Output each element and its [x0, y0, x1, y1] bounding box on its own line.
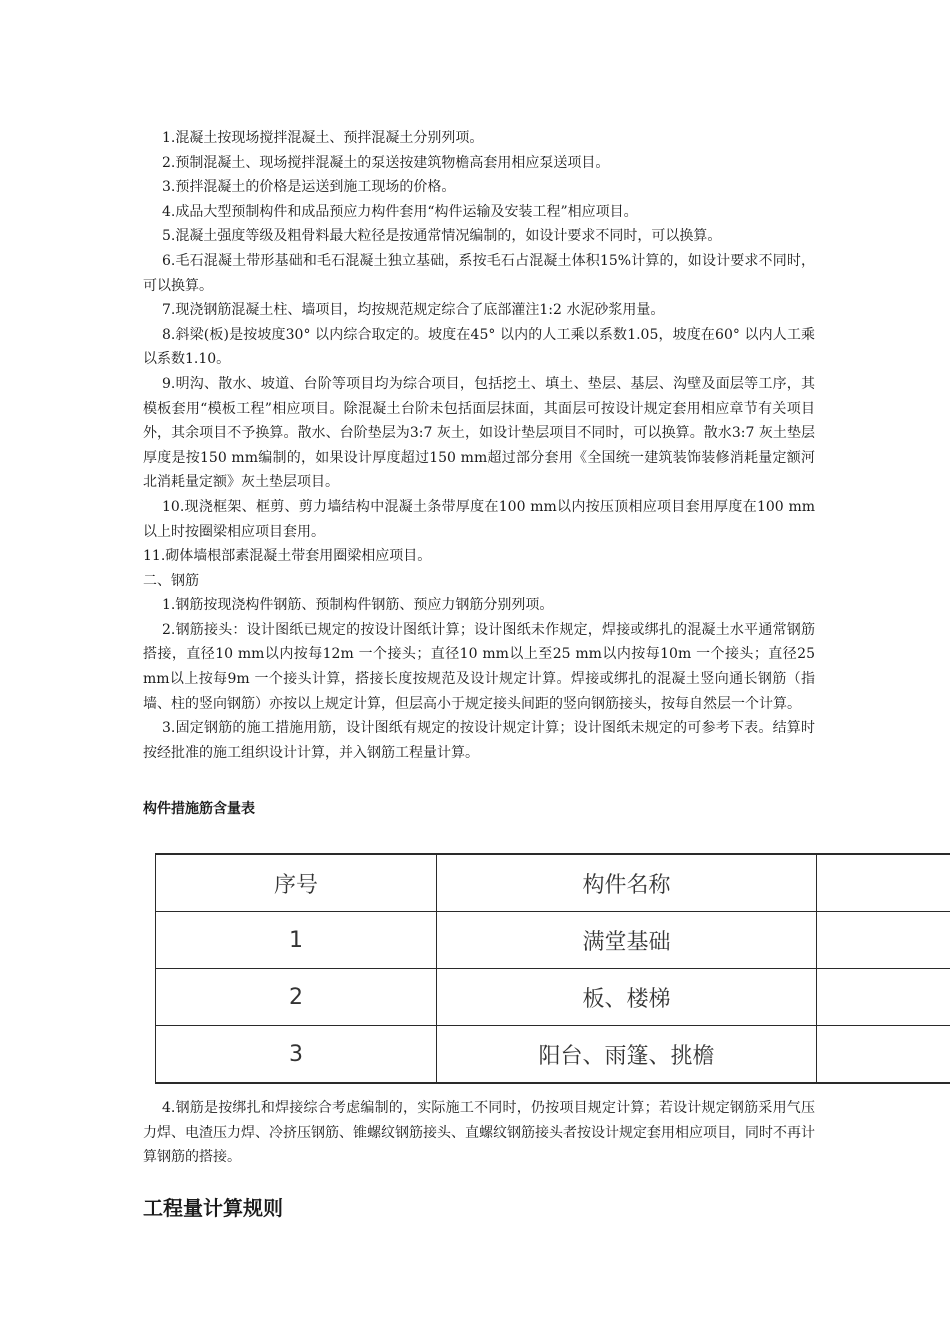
paragraph: 3.固定钢筋的施工措施用筋，设计图纸有规定的按设计规定计算；设计图纸未规定的可参考下表。结算时按经批准的施工组织设计计算，并入钢筋工程量计算。 [143, 720, 815, 761]
rebar-table [155, 853, 950, 1084]
paragraph: 6.毛石混凝土带形基础和毛石混凝土独立基础，系按毛石占混凝土体积15%计算的，如设计要求不同时，可以换算。 [143, 252, 815, 294]
table-header-row [156, 854, 950, 912]
paragraph: 2.预制混凝土、现场搅拌混凝土的泵送按建筑物檐高套用相应泵送项目。 [162, 154, 610, 171]
header-cell-index: 序号 [156, 854, 437, 912]
table-cell: 阳台、雨篷、挑檐 [437, 1026, 817, 1084]
table-row [156, 912, 950, 969]
concrete-notes [143, 126, 815, 765]
table-cell [817, 969, 950, 1026]
table-cell: 板、楼梯 [437, 969, 817, 1026]
table-cell: 2 [156, 969, 437, 1026]
table-cell [817, 1026, 950, 1084]
table-cell: 3 [156, 1026, 437, 1084]
rebar-note-4 [143, 1096, 815, 1170]
paragraph: 1.钢筋按现浇构件钢筋、预制构件钢筋、预应力钢筋分别列项。 [162, 597, 554, 614]
header-cell-name: 构件名称 [437, 854, 817, 912]
paragraph: 3.预拌混凝土的价格是运送到施工现场的价格。 [162, 179, 456, 196]
paragraph: 4.成品大型预制构件和成品预应力构件套用“构件运输及安装工程”相应项目。 [162, 203, 638, 220]
paragraph: 2.钢筋接头：设计图纸已规定的按设计图纸计算；设计图纸未作规定，焊接或绑扎的混凝土水平通常钢筋搭接，直径10 mm以内按每12m 一个接头；直径10 mm以上至25 mm以内按每10m 一个接头；直径25 mm以上按每9m 一个接头计算，搭接长度按规范及设计规定计算。焊接或绑扎的混凝土竖向通长钢筋（指墙、柱的竖向钢筋）亦按以上规定计算，但层高小于规定接头间距的竖向钢筋接头，按每自然层一个计算。 [143, 621, 815, 712]
paragraph: 5.混凝土强度等级及粗骨料最大粒径是按通常情况编制的，如设计要求不同时，可以换算。 [162, 228, 722, 245]
table-row [156, 969, 950, 1026]
paragraph: 10.现浇框架、框剪、剪力墙结构中混凝土条带厚度在100 mm以内按压顶相应项目套用厚度在100 mm以上时按圈梁相应项目套用。 [143, 498, 815, 540]
section-title-calculation-rules: 工程量计算规则 [143, 1196, 283, 1220]
paragraph: 11.砌体墙根部素混凝土带套用圈梁相应项目。 [143, 548, 432, 565]
paragraph: 8.斜梁(板)是按坡度30° 以内综合取定的。坡度在45° 以内的人工乘以系数1.05，坡度在60° 以内人工乘以系数1.10。 [143, 326, 815, 368]
table-cell: 满堂基础 [437, 912, 817, 969]
table-title: 构件措施筋含量表 [143, 801, 255, 817]
section-heading-rebar: 二、钢筋 [143, 572, 199, 589]
paragraph: 1.混凝土按现场搅拌混凝土、预拌混凝土分别列项。 [162, 130, 484, 146]
paragraph: 7.现浇钢筋混凝土柱、墙项目，均按规范规定综合了底部灌注1:2 水泥砂浆用量。 [162, 302, 665, 319]
table-row [156, 1026, 950, 1084]
paragraph: 4.钢筋是按绑扎和焊接综合考虑编制的，实际施工不同时，仍按项目规定计算；若设计规定钢筋采用气压力焊、电渣压力焊、冷挤压钢筋、锥螺纹钢筋接头、直螺纹钢筋接头者按设计规定套用相应项目，同时不再计算钢筋的搭接。 [143, 1100, 815, 1166]
table-cell: 1 [156, 912, 437, 969]
table-cell [817, 912, 950, 969]
paragraph: 9.明沟、散水、坡道、台阶等项目均为综合项目，包括挖土、填土、垫层、基层、沟壁及面层等工序，其模板套用“模板工程”相应项目。除混凝土台阶未包括面层抹面，其面层可按设计规定套用相应章节有关项目外，其余项目不予换算。散水、台阶垫层为3:7 灰土，如设计垫层项目不同时，可以换算。散水3:7 灰土垫层厚度是按150 mm编制的，如果设计厚度超过150 mm超过部分套用《全国统一建筑装饰装修消耗量定额河北消耗量定额》灰土垫层项目。 [143, 375, 815, 491]
header-cell-cut [817, 854, 950, 912]
rebar-table-image [155, 853, 950, 1089]
